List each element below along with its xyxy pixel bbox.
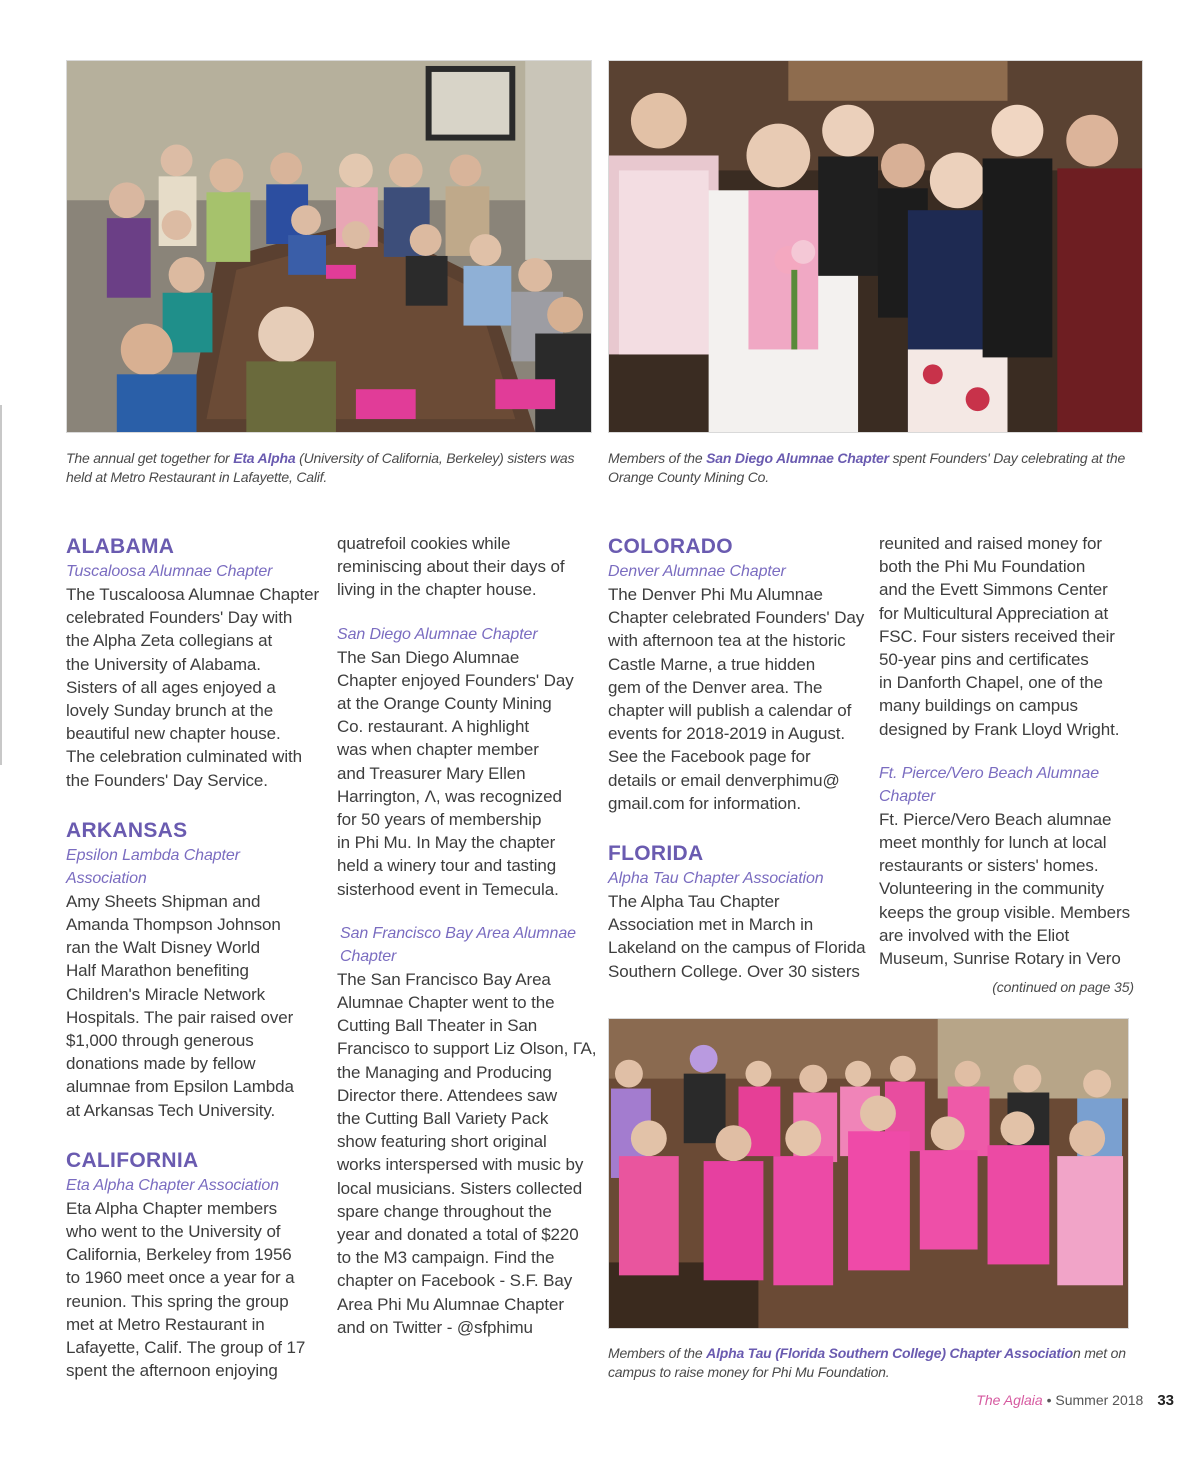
- column-2: [337, 532, 599, 1339]
- chapter-heading-alpha-tau: Alpha Tau Chapter Association: [608, 870, 824, 888]
- article-text-denver: The Denver Phi Mu Alumnae Chapter celebrated Founders' Day with afternoon tea at the historic Castle Marne, a true hidden gem of the Denver area. The chapter will publish a calendar of events for 2018-2019 in August. See the Facebook page for details or email denverphimu@ gmail.com for information.: [608, 585, 865, 813]
- state-heading-alabama: ALABAMA: [66, 535, 175, 558]
- state-heading-arkansas: ARKANSAS: [66, 818, 188, 842]
- chapter-heading-san-francisco: San Francisco Bay Area Alumnae Chapter: [340, 924, 576, 965]
- chapter-heading-epsilon-lambda: Epsilon Lambda Chapter Association: [66, 846, 240, 887]
- article-text-san-francisco: The San Francisco Bay Area Alumnae Chapter went to the Cutting Ball Theater in San Francisco to support Liz Olson, ΓΑ, the Managing and Producing Director there. Attendees saw the Cutting Ball Variety Pack show featuring short original works interspersed with music by local musicians. Sisters collected spare change throughout the year and donated a total of $220 to the M3 campaign. Find the chapter on Facebook - S.F. Bay Area Phi Mu Alumnae Chapter and on Twitter - @sfphimu: [337, 969, 597, 1337]
- caption-alpha-tau: Members of the Alpha Tau (Florida Southern College) Chapter Association met on campus to raise money for Phi Mu Foundation.: [608, 1345, 1126, 1380]
- article-text-epsilon-lambda: Amy Sheets Shipman and Amanda Thompson Johnson ran the Walt Disney World Half Marathon benefiting Children's Miracle Network Hospitals. The pair raised over $1,000 through generous donations made by fellow alumnae from Epsilon Lambda at Arkansas Tech University.: [66, 891, 294, 1120]
- page-edge-rule: [0, 405, 2, 765]
- column-1: [66, 532, 328, 1382]
- caption-san-diego: Members of the San Diego Alumnae Chapter spent Founders' Day celebrating at the Orange County Mining Co.: [608, 450, 1126, 485]
- continued-note: (continued on page 35): [992, 979, 1134, 996]
- article-text-alpha-tau-continued: reunited and raised money for both the Phi Mu Foundation and the Evett Simmons Center for Multicultural Appreciation at FSC. Four sisters received their 50-year pins and certificates in Danforth Chapel, one of the many buildings on campus designed by Frank Lloyd Wright.: [879, 534, 1120, 739]
- column-4: [879, 532, 1141, 999]
- page-number: 33: [1157, 1392, 1174, 1409]
- chapter-heading-ft-pierce: Ft. Pierce/Vero Beach Alumnae Chapter: [879, 764, 1100, 805]
- article-text-eta-alpha: Eta Alpha Chapter members who went to the University of California, Berkeley from 1956 to 1960 meet once a year for a reunion. This spring the group met at Metro Restaurant in Lafayette, Calif. The group of 17 spent the afternoon enjoying: [66, 1198, 306, 1381]
- chapter-heading-san-diego: San Diego Alumnae Chapter: [337, 625, 538, 643]
- state-heading-colorado: COLORADO: [608, 535, 733, 558]
- state-heading-florida: FLORIDA: [608, 842, 704, 866]
- state-heading-california: CALIFORNIA: [66, 1148, 199, 1172]
- chapter-heading-tuscaloosa: Tuscaloosa Alumnae Chapter: [66, 563, 273, 580]
- chapter-heading-eta-alpha: Eta Alpha Chapter Association: [66, 1176, 279, 1194]
- article-text-ft-pierce: Ft. Pierce/Vero Beach alumnae meet monthly for lunch at local restaurants or sisters' homes. Volunteering in the community keeps the group visible. Members are involved with the Eliot Museum, Sunrise Rotary in Vero: [879, 809, 1130, 969]
- photo-eta-alpha-lunch: [66, 60, 592, 433]
- article-text-alpha-tau: The Alpha Tau Chapter Association met in March in Lakeland on the campus of Florida Southern College. Over 30 sisters: [608, 892, 866, 981]
- photo-alpha-tau-group: [608, 1018, 1129, 1329]
- magazine-name: The Aglaia: [976, 1392, 1043, 1408]
- caption-eta-alpha: The annual get together for Eta Alpha (University of California, Berkeley) sisters was held at Metro Restaurant in Lafayette, Calif.: [66, 450, 575, 485]
- article-text-eta-alpha-continued: quatrefoil cookies while reminiscing about their days of living in the chapter house.: [337, 534, 565, 600]
- article-text-tuscaloosa: The Tuscaloosa Alumnae Chapter celebrated Founders' Day with the Alpha Zeta collegians at the University of Alabama. Sisters of all ages enjoyed a lovely Sunday brunch at the beautiful new chapter house. The celebration culminated with the Founders' Day Service.: [66, 585, 320, 790]
- issue-label: • Summer 2018: [1042, 1392, 1144, 1408]
- column-3: [608, 532, 870, 983]
- page-footer: [976, 1392, 1174, 1409]
- photo-san-diego-group: [608, 60, 1143, 433]
- article-text-san-diego: The San Diego Alumnae Chapter enjoyed Founders' Day at the Orange County Mining Co. restaurant. A highlight was when chapter member and Treasurer Mary Ellen Harrington, Λ, was recognized for 50 years of membership in Phi Mu. In May the chapter held a winery tour and tasting sisterhood event in Temecula.: [337, 647, 574, 899]
- chapter-heading-denver: Denver Alumnae Chapter: [608, 563, 786, 580]
